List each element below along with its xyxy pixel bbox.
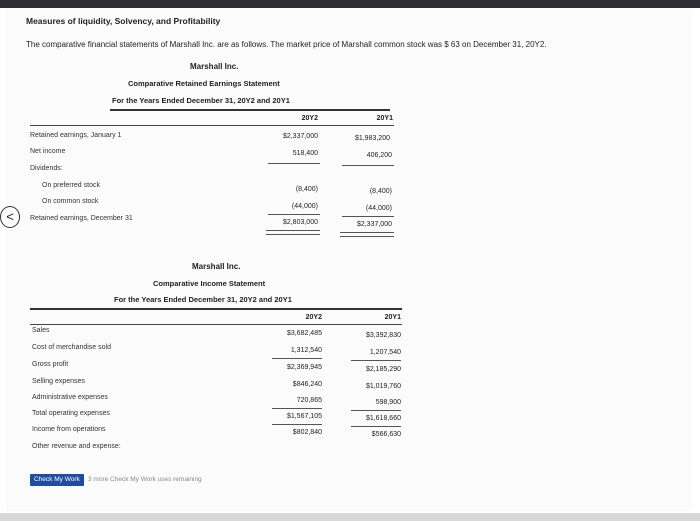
is-row-v1: $3,682,485 bbox=[286, 330, 322, 337]
is-row-v1: $2,369,945 bbox=[286, 364, 322, 371]
re-row-v2: $1,983,200 bbox=[354, 135, 390, 142]
is-row-label: Selling expenses bbox=[32, 378, 85, 385]
is-underline bbox=[351, 410, 401, 411]
re-row-v1: (44,000) bbox=[291, 203, 318, 210]
re-underline bbox=[342, 165, 394, 166]
chevron-left-icon: < bbox=[6, 209, 14, 224]
is-row-v2: $2,185,290 bbox=[365, 366, 401, 373]
is-underline bbox=[272, 408, 322, 409]
is-row-v1: $846,240 bbox=[292, 381, 322, 388]
bottom-bar bbox=[0, 513, 700, 521]
is-row-v1: 720,865 bbox=[296, 397, 322, 404]
re-underline bbox=[268, 214, 320, 215]
back-button[interactable] bbox=[0, 206, 20, 228]
re-col-rule bbox=[30, 125, 394, 126]
is-row-v2: 598,900 bbox=[375, 399, 401, 406]
is-row-v1: $802,840 bbox=[292, 429, 322, 436]
is-row-v2: $566,630 bbox=[371, 431, 401, 438]
re-double-underline bbox=[266, 230, 320, 235]
check-my-work-button[interactable]: Check My Work bbox=[30, 474, 84, 486]
is-col-20y1: 20Y1 bbox=[384, 314, 401, 321]
is-row-v2: $1,618,660 bbox=[365, 415, 401, 422]
check-remaining-note: 3 more Check My Work uses remaining bbox=[88, 476, 202, 483]
is-company: Marshall Inc. bbox=[192, 262, 241, 271]
is-underline bbox=[351, 426, 401, 427]
is-row-label: Other revenue and expense: bbox=[32, 443, 121, 450]
re-row-v1: $2,337,000 bbox=[282, 133, 318, 140]
is-underline bbox=[272, 424, 322, 425]
re-underline bbox=[342, 216, 394, 217]
re-row-label: On common stock bbox=[42, 198, 99, 205]
is-period: For the Years Ended December 31, 20Y2 and 20Y1 bbox=[114, 295, 292, 304]
re-company: Marshall Inc. bbox=[190, 62, 239, 71]
is-row-v2: $1,019,760 bbox=[365, 383, 401, 390]
is-underline bbox=[351, 360, 401, 361]
is-row-label: Cost of merchandise sold bbox=[32, 344, 111, 351]
re-underline bbox=[268, 163, 320, 164]
re-row-label: Net income bbox=[30, 148, 66, 155]
is-col-20y2: 20Y2 bbox=[305, 314, 322, 321]
is-underline bbox=[272, 358, 322, 359]
re-row-label: Dividends: bbox=[30, 165, 63, 172]
is-row-label: Gross profit bbox=[32, 361, 69, 368]
is-row-v2: $3,392,830 bbox=[365, 332, 401, 339]
top-bar bbox=[0, 0, 700, 8]
re-row-v1: 518,400 bbox=[292, 150, 318, 157]
re-title: Comparative Retained Earnings Statement bbox=[128, 79, 280, 88]
re-row-label: Retained earnings, January 1 bbox=[30, 132, 122, 139]
re-col-20y2: 20Y2 bbox=[301, 115, 318, 122]
re-period: For the Years Ended December 31, 20Y2 and 20Y1 bbox=[112, 96, 290, 105]
re-row-v2: (8,400) bbox=[369, 188, 392, 195]
intro-text: The comparative financial statements of Marshall Inc. are as follows. The market price of Marshall common stock was $ 63 on December 31, 20Y2. bbox=[26, 40, 547, 49]
re-row-v2: 406,200 bbox=[366, 152, 392, 159]
is-row-label: Administrative expenses bbox=[32, 394, 108, 401]
is-title: Comparative Income Statement bbox=[153, 279, 266, 288]
is-row-v1: $1,567,105 bbox=[286, 413, 322, 420]
re-row-v1: $2,803,000 bbox=[282, 219, 318, 226]
page-heading: Measures of liquidity, Solvency, and Profitability bbox=[26, 16, 221, 26]
is-row-label: Total operating expenses bbox=[32, 410, 110, 417]
re-row-v2: (44,000) bbox=[365, 205, 392, 212]
is-row-label: Income from operations bbox=[32, 426, 106, 433]
re-row-label: Retained earnings, December 31 bbox=[30, 215, 133, 222]
re-row-v1: (8,400) bbox=[295, 186, 318, 193]
re-row-v2: $2,337,000 bbox=[356, 221, 392, 228]
is-row-v2: 1,207,540 bbox=[369, 349, 401, 356]
is-header-rule bbox=[30, 308, 402, 310]
re-header-rule bbox=[110, 109, 390, 111]
re-row-label: On preferred stock bbox=[42, 182, 100, 189]
is-row-v1: 1,312,540 bbox=[290, 347, 322, 354]
re-col-20y1: 20Y1 bbox=[376, 115, 393, 122]
is-row-label: Sales bbox=[32, 327, 50, 334]
is-col-rule bbox=[30, 324, 402, 325]
re-double-underline bbox=[340, 232, 394, 237]
